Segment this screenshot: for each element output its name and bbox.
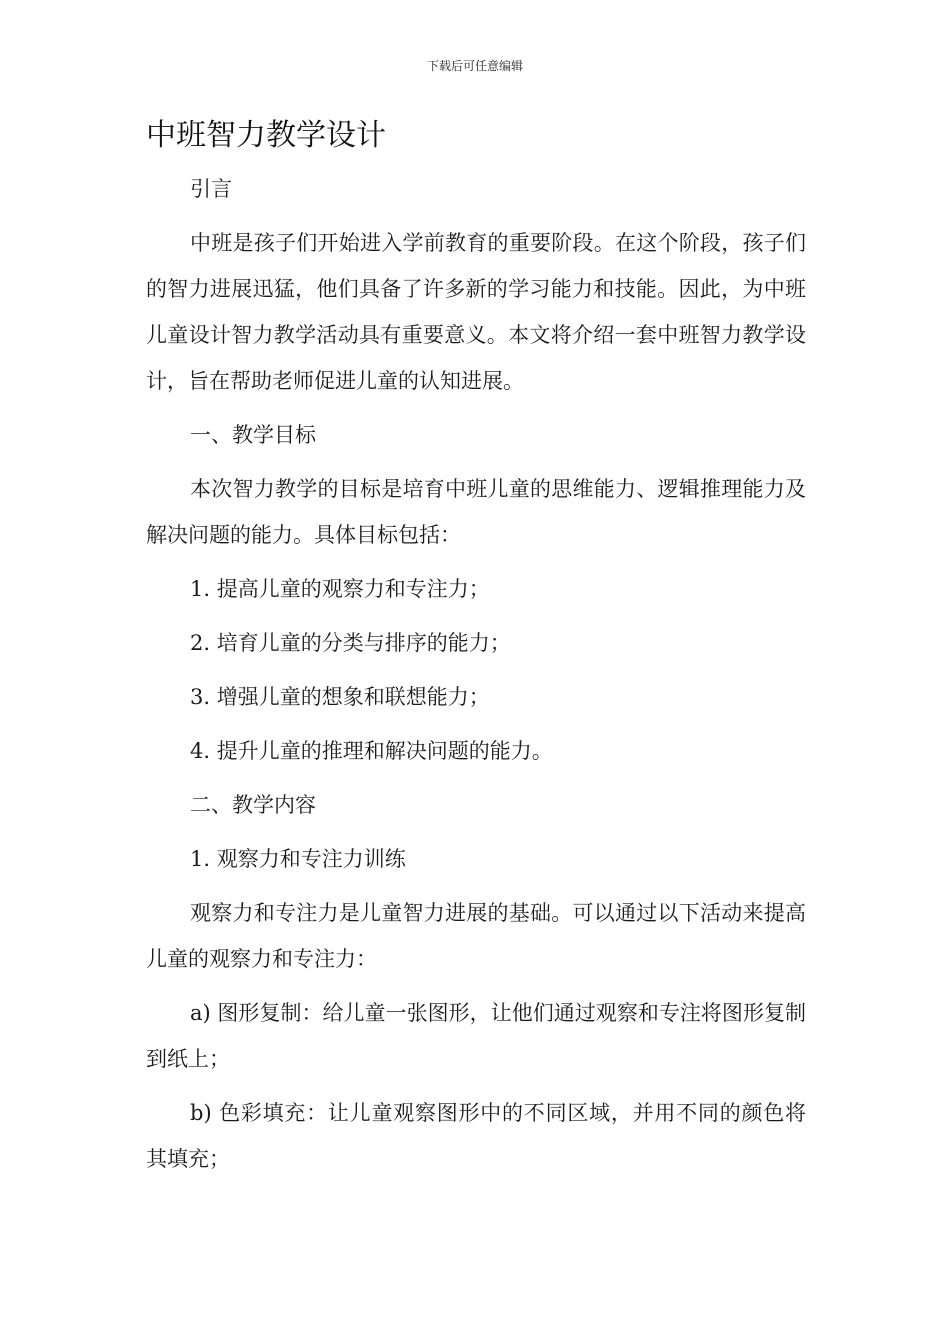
observation-paragraph: 观察力和专注力是儿童智力进展的基础。可以通过以下活动来提高儿童的观察力和专注力： xyxy=(146,901,806,971)
section-content-heading: 二、教学内容 xyxy=(190,793,316,817)
section-intro-heading: 引言 xyxy=(190,177,232,201)
document-title: 中班智力教学设计 xyxy=(146,118,386,153)
document-body xyxy=(146,166,806,1190)
goal-item-4: 4. 提升儿童的推理和解决问题的能力。 xyxy=(190,739,553,763)
intro-paragraph: 中班是孩子们开始进入学前教育的重要阶段。在这个阶段，孩子们的智力进展迅猛，他们具备了许多新的学习能力和技能。因此，为中班儿童设计智力教学活动具有重要意义。本文将介绍一套中班智力教学设计，旨在帮助老师促进儿童的认知进展。 xyxy=(146,231,806,393)
header-note: 下载后可任意编辑 xyxy=(426,59,523,73)
section-goals-heading: 一、教学目标 xyxy=(190,423,316,447)
goals-paragraph: 本次智力教学的目标是培育中班儿童的思维能力、逻辑推理能力及解决问题的能力。具体目标包括： xyxy=(146,477,806,547)
goal-item-2: 2. 培育儿童的分类与排序的能力； xyxy=(190,631,511,655)
subsection-observation-heading: 1. 观察力和专注力训练 xyxy=(190,847,406,871)
activity-item-b: b) 色彩填充：让儿童观察图形中的不同区域，并用不同的颜色将其填充； xyxy=(146,1101,806,1171)
activity-item-a: a) 图形复制：给儿童一张图形，让他们通过观察和专注将图形复制到纸上； xyxy=(146,1001,806,1071)
goal-item-1: 1. 提高儿童的观察力和专注力； xyxy=(190,577,490,601)
goal-item-3: 3. 增强儿童的想象和联想能力； xyxy=(190,685,490,709)
